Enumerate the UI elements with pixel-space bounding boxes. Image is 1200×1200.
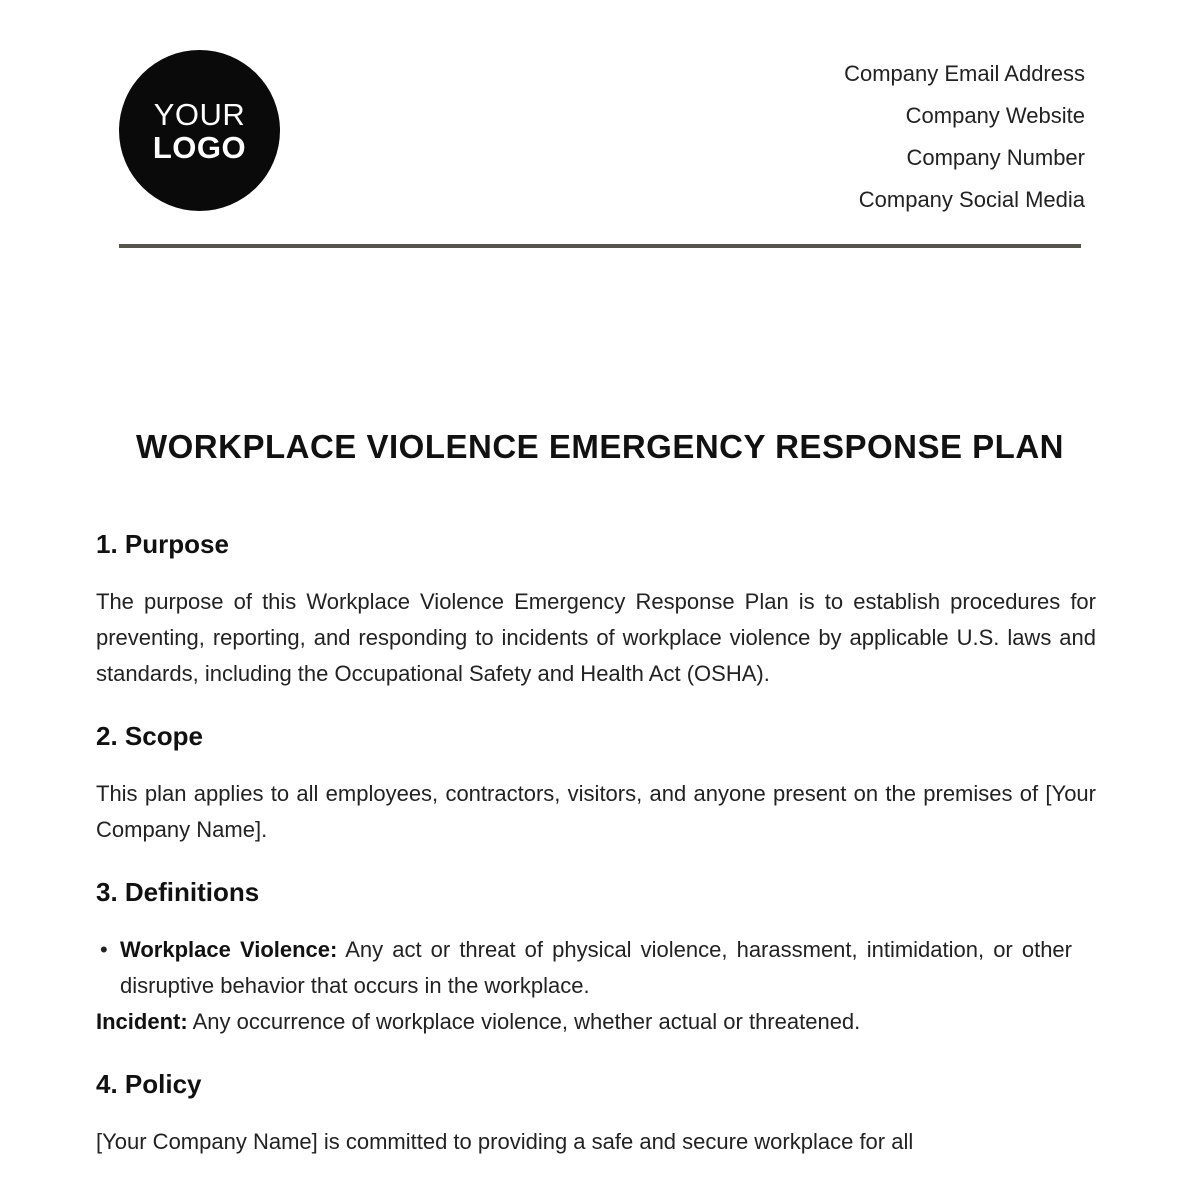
policy-heading: 4. Policy	[96, 1069, 202, 1099]
definitions-heading: 3. Definitions	[96, 877, 260, 907]
policy-text: [Your Company Name] is committed to providing a safe and secure workplace for all	[96, 1129, 914, 1154]
purpose-text: The purpose of this Workplace Violence Emergency Response Plan is to establish procedures for preventing, reporting, and responding to incidents of workplace violence by applicable U.S. laws and standards, including the Occupational Safety and Health Act (OSHA).	[96, 589, 1096, 686]
document-body	[96, 524, 1096, 1184]
bullet-icon: •	[100, 937, 108, 962]
scope-heading: 2. Scope	[96, 721, 203, 751]
company-social-media: Company Social Media	[858, 187, 1085, 212]
logo-text-logo: LOGO	[152, 129, 247, 165]
definition-text: Any occurrence of workplace violence, whether actual or threatened.	[187, 1009, 861, 1034]
definition-term: Incident:	[96, 1009, 188, 1034]
header-divider	[119, 244, 1081, 248]
company-website: Company Website	[905, 103, 1085, 128]
definition-workplace-violence	[96, 932, 1096, 1004]
company-logo	[119, 50, 280, 211]
company-email: Company Email Address	[844, 61, 1085, 86]
company-contact-block	[844, 53, 1085, 221]
purpose-heading: 1. Purpose	[96, 529, 229, 559]
scope-text: This plan applies to all employees, contractors, visitors, and anyone present on the premises of [Your Company Name].	[96, 781, 1096, 842]
logo-text-your: YOUR	[153, 96, 246, 132]
definition-text: Any act or threat of physical violence, harassment, intimidation, or other disruptive behavior that occurs in the workplace.	[120, 937, 1072, 998]
company-number: Company Number	[906, 145, 1085, 170]
definitions-list	[96, 932, 1096, 1004]
definition-incident	[96, 1004, 1096, 1040]
definition-term: Workplace Violence:	[120, 937, 338, 962]
document-title: WORKPLACE VIOLENCE EMERGENCY RESPONSE PLAN	[135, 428, 1064, 465]
